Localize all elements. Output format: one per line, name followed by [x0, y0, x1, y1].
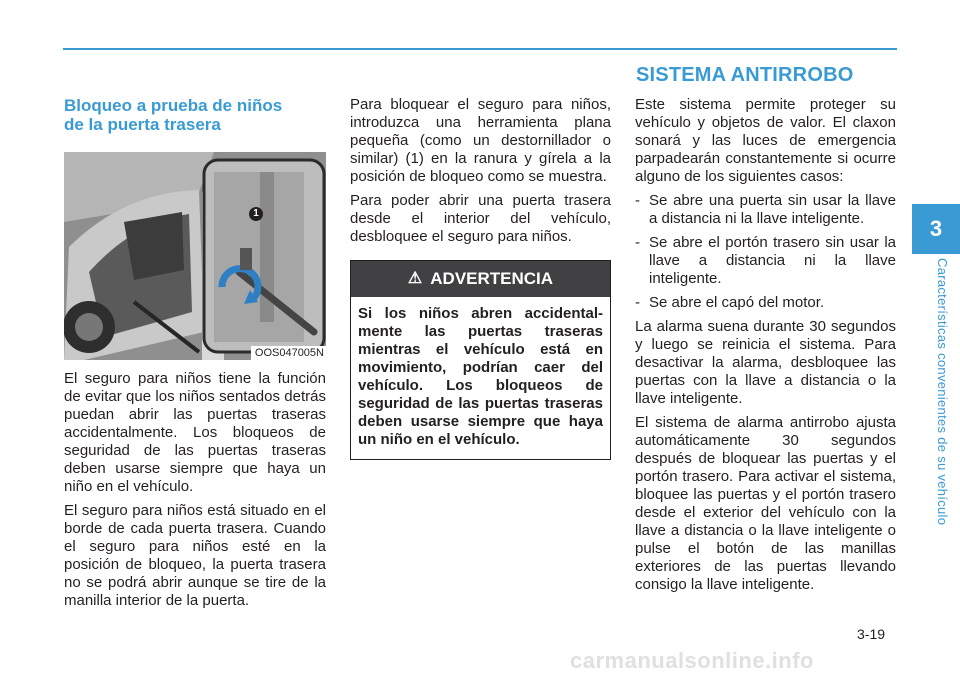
list-item-text: Se abre el portón trasero sin usar la llave a distancia ni la llave inteligente.	[649, 234, 896, 287]
chapter-tab: 3	[912, 204, 960, 254]
child-lock-illustration	[64, 152, 326, 360]
column-3	[635, 96, 896, 600]
warning-box	[350, 260, 611, 460]
heading-line-2: de la puerta trasera	[64, 115, 221, 134]
callout-marker: 1	[249, 207, 263, 221]
subsection-heading	[64, 96, 326, 134]
section-title: SISTEMA ANTIRROBO	[636, 64, 854, 86]
warning-title: ADVERTENCIA	[430, 269, 554, 288]
page-number: 3-19	[857, 626, 886, 642]
heading-line-1: Bloqueo a prueba de niños	[64, 96, 283, 115]
warning-triangle-icon: ⚠	[407, 270, 423, 287]
list-item	[635, 294, 896, 312]
paragraph: Para bloquear el seguro para niños, introduzca una herramienta plana pequeña (como un destornillador o similar) (1) en la ranura y gírela a la posición de bloqueo como se muestra.	[350, 96, 611, 185]
chapter-title-vertical	[936, 258, 958, 548]
list-item-text: Se abre una puerta sin usar la llave a distancia ni la llave inteligente.	[649, 192, 896, 227]
list-dash: -	[635, 192, 640, 209]
paragraph: El seguro para niños tiene la función de evitar que los niños sentados detrás puedan abrir las puertas traseras accidentalmente. Los bloqueos de seguridad de las puertas traseras deben usarse siempre que haya un niño en el vehículo.	[64, 370, 326, 495]
figure-caption: OOS047005N	[251, 346, 326, 360]
watermark: carmanualsonline.info	[570, 648, 814, 673]
child-lock-figure	[64, 152, 326, 360]
paragraph: Para poder abrir una puerta trasera desde el interior del vehículo, desbloquee el seguro para niños.	[350, 192, 611, 245]
list-dash: -	[635, 294, 640, 311]
warning-text: Si los niños abren accidentalmente las puertas traseras mientras el vehículo está en movimiento, podrían caer del vehículo. Los bloqueos de seguridad de las puertas traseras deben usarse siempre que haya un niño en el vehículo.	[358, 305, 603, 448]
column-1	[64, 96, 326, 616]
list-item	[635, 234, 896, 288]
list-item	[635, 192, 896, 228]
top-rule	[63, 48, 897, 50]
list-item-text: Se abre el capó del motor.	[649, 294, 825, 311]
chapter-title: Características convenientes de su vehículo	[935, 258, 950, 526]
warning-header	[351, 261, 610, 297]
paragraph: El sistema de alarma antirrobo ajusta automáticamente 30 segundos después de bloquear las puertas y el portón trasero. Para activar el sistema, bloquee las puertas y el portón trasero desde el exterior del vehículo con la llave a distancia o la llave inteligente o pulse el botón de las manillas exteriores de las puertas llevando consigo la llave inteligente.	[635, 414, 896, 593]
paragraph: Este sistema permite proteger su vehículo y objetos de valor. El claxon sonará y las luces de emergencia parpadearán constantemente si ocurre alguno de los siguientes casos:	[635, 96, 896, 185]
paragraph: El seguro para niños está situado en el borde de cada puerta trasera. Cuando el seguro para niños esté en la posición de bloqueo, la puerta trasera no se podrá abrir aunque se tire de la manilla interior de la puerta.	[64, 502, 326, 609]
column-2	[350, 96, 611, 460]
paragraph: La alarma suena durante 30 segundos y luego se reinicia el sistema. Para desactivar la alarma, desbloquee las puertas con la llave a distancia o la llave inteligente.	[635, 318, 896, 407]
list-dash: -	[635, 234, 640, 251]
